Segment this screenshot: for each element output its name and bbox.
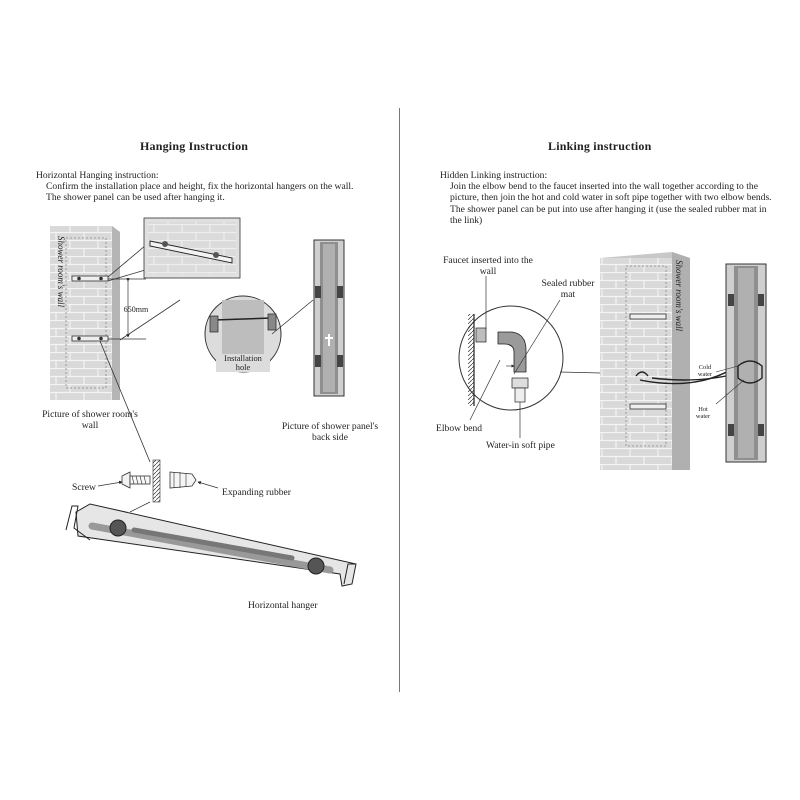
picture-wall-label: Picture of shower room's wall [42, 409, 138, 431]
elbow-bend-label: Elbow bend [436, 423, 483, 434]
horizontal-hanger-drawing [66, 504, 356, 586]
left-wall-vertical-label: Shower room's wall [56, 236, 66, 308]
linking-body: Join the elbow bend to the faucet inserted into the wall together according to the picture, then join the hot and cold water in soft pipe together with two elbow bends. The shower panel can be put into use after hanging it (use the sealed rubber mat in the link) [450, 181, 772, 226]
hanging-heading: Horizontal Hanging instruction: [36, 170, 159, 181]
shower-panel-back [314, 240, 344, 396]
faucet-label: Faucet inserted into the wall [443, 255, 533, 277]
cold-water-label: Cold water [697, 364, 713, 378]
sealed-mat-label: Sealed rubber mat [541, 278, 595, 300]
hanger-zoom-box [144, 218, 240, 278]
water-in-pipe-label: Water-in soft pipe [486, 440, 555, 451]
installation-hole-label: Installation hole [216, 354, 270, 372]
expanding-rubber-label: Expanding rubber [222, 487, 292, 498]
hanging-body: Confirm the installation place and height, fix the horizontal hangers on the wall. The shower panel can be used after hanging it. [46, 181, 354, 204]
linking-title: Linking instruction [548, 139, 652, 153]
hanging-title: Hanging Instruction [140, 139, 249, 153]
dimension-650mm: 650mm [123, 305, 149, 314]
picture-panel-label: Picture of shower panel's back side [281, 421, 379, 443]
right-wall-drawing [600, 252, 742, 470]
screw-assembly [98, 460, 218, 512]
right-wall-vertical-label: Shower room's wall [674, 260, 684, 332]
right-shower-panel [716, 264, 766, 462]
screw-label: Screw [72, 482, 96, 493]
horizontal-hanger-label: Horizontal hanger [248, 600, 318, 611]
hot-water-label: Hot water [695, 406, 711, 420]
linking-heading: Hidden Linking instruction: [440, 170, 548, 181]
